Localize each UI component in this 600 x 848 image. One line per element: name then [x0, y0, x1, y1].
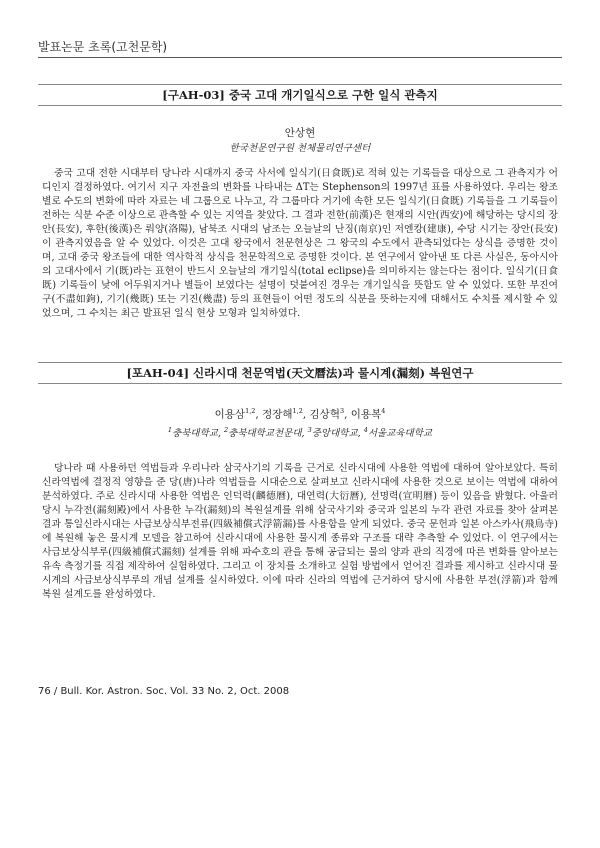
header-rule — [38, 57, 562, 58]
abstract-body: 당나라 때 사용하던 역법들과 우리나라 삼국사기의 기록을 근거로 신라시대에 사용한 역법에 대하여 알아보았다. 특히 신라역법에 결정적 영향을 준 당(唐)나라 역법들을 시대순으로 살펴보고 신라시대에 사용한 것으로 보이는 역법에 대하여 분석하였다. 주로 신라시대 사용한 역법은 인덕력(麟德曆), 대연력(大衍曆), 선명력(宣明曆) 등이 있음을 밝혔다. 아울러 당시 누각전(漏刻殿)에서 사용한 누각(漏刻)의 복원설계를 위해 삼국사기와 중국과 일본의 누각 관련 자료를 찾아 살펴본 결과 통일신라시대는 사급보상식부전류(四級補償式浮箭漏)를 사용함을 알게 되었다. 중국 문헌과 일본 아스카사(飛鳥寺)에 복원해 놓은 물시계 모델을 참고하여 신라시대에 사용한 물시계 종류와 구조를 대략 추측할 수 있었다. 이 연구에서는 사급보상식부루(四級補償式漏刻) 설계를 위해 파수호의 관을 통해 공급되는 물의 양과 관의 직경에 따른 변화를 알아보는 유속 측정기를 직접 제작하여 실험하였다. 그리고 이 장치를 소개하고 실험 방법에서 얻어진 결과를 제시하고 신라시대 물시계의 사급보상식부루의 개념 설계를 실시하였다. 이에 따라 신라의 역법에 근거하여 당시에 사용한 부전(浮箭)과 함께 복원 설계도를 완성하였다. — [42, 462, 558, 601]
running-header: 발표논문 초록(고천문학) — [38, 40, 168, 54]
title-rule-top — [38, 84, 562, 85]
abstract-title: [포AH-04] 신라시대 천문역법(天文曆法)과 물시계(漏刻) 복원연구 — [126, 366, 474, 380]
abstract-1 — [38, 84, 562, 322]
abstract-2 — [38, 362, 562, 602]
title-rule-bottom — [38, 105, 562, 106]
abstract-body: 중국 고대 전한 시대부터 당나라 시대까지 중국 사서에 일식기(日食既)로 적혀 있는 기록들을 대상으로 그 관측지가 어디인지 결정하였다. 여기서 지구 자전율의 변화를 나타내는 ΔT는 Stephenson의 1997년 표를 사용하였다. 우리는 왕조별로 수도의 변화에 따라 자료는 네 그룹으로 나누고, 각 그룹마다 거기에 속한 모든 일식기(日食既) 기록들을 그 기록들이 전하는 식분 수준 이상으로 관측할 수 있는 지역을 찾았다. 그 결과 전한(前漢)은 현재의 시안(西安)에 해당하는 당시의 장안(長安), 후한(後漢)은 뤄양(洛陽), 남북조 시대의 남조는 오늘날의 난징(南京)인 저엔캉(建康), 수당 시기는 장안(長安)이 관측지였음을 알 수 있었다. 이것은 고대 왕국에서 천문현상은 그 왕국의 수도에서 관측되었다는 상식을 증명한 것이며, 고대 중국 왕조들에 대한 역사학적 상식을 천문학적으로 증명한 것이다. 본 연구에서 알아낸 또 다른 사실은, 동아시아의 고대사에서 기(既)라는 표현이 반드시 오늘날의 개기일식(total eclipse)을 의미하지는 않는다는 점이다. 일식기(日食既) 기록들이 낮에 어두워지거나 별들이 보였다는 설명이 덧붙여진 경우는 개기일식을 뜻함도 알 수 있었다. 또한 부진여구(不盡如鉤), 기기(幾既) 또는 기진(幾盡) 등의 표현들이 어떤 정도의 식분을 뜻하는지에 대해서도 수치를 제시할 수 있었으며, 그 수치는 최근 발표된 일식 현상 모형과 일치하였다. — [42, 168, 558, 320]
page-footer: 76 / Bull. Kor. Astron. Soc. Vol. 33 No. 2, Oct. 2008 — [38, 686, 290, 697]
abstract-affiliation: 한국천문연구원 천체물리연구센터 — [229, 143, 371, 154]
abstract-authors: 이용삼$^{1,2}$, 정장해$^{1,2}$, 김상혁$^3$, 이용복$^4$ — [214, 407, 386, 421]
title-rule-bottom — [38, 383, 562, 384]
abstract-authors: 안상현 — [284, 127, 316, 139]
title-rule-top — [38, 362, 562, 363]
abstract-title: [구AH-03] 중국 고대 개기일식으로 구한 일식 관측지 — [162, 88, 438, 102]
abstract-affiliation: $^1$충북대학교, $^2$충북대학교천문대, $^3$중앙대학교, $^4$서울교육대학교 — [167, 425, 433, 439]
